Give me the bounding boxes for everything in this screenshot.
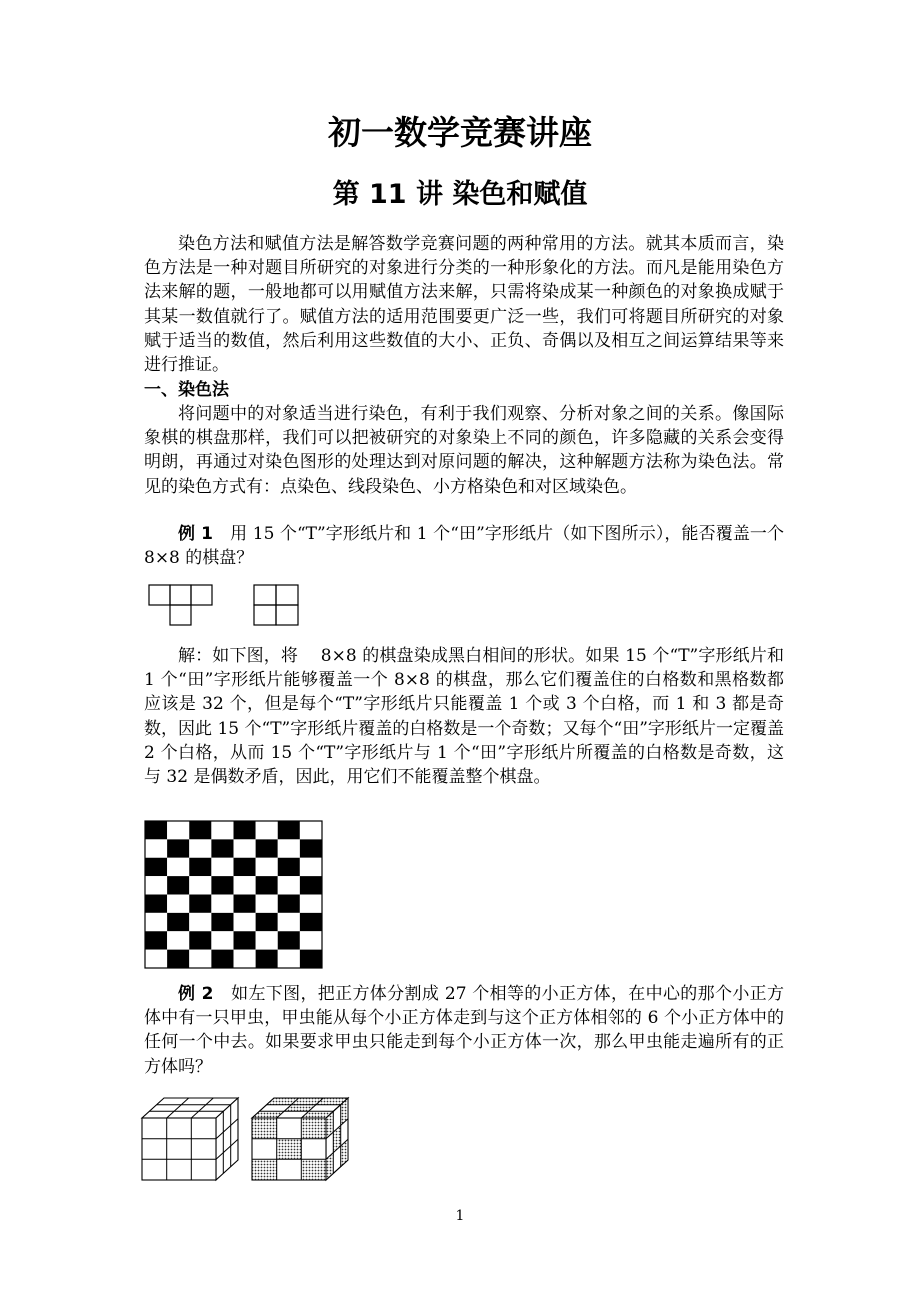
- board-cell: [145, 876, 167, 894]
- board-cell: [234, 950, 256, 968]
- example1-label: 例 1: [178, 524, 213, 544]
- board-cell: [300, 913, 322, 931]
- board-cell: [189, 821, 211, 839]
- board-cell: [256, 858, 278, 876]
- board-cell: [278, 839, 300, 857]
- colored-cube-figure: [248, 1094, 352, 1186]
- board-cell: [300, 839, 322, 857]
- board-cell: [300, 858, 322, 876]
- board-cell: [167, 876, 189, 894]
- board-cell: [234, 913, 256, 931]
- board-cell: [234, 876, 256, 894]
- board-cell: [145, 913, 167, 931]
- board-cell: [300, 821, 322, 839]
- board-cell: [256, 839, 278, 857]
- board-cell: [278, 913, 300, 931]
- board-cell: [211, 876, 233, 894]
- board-cell: [145, 821, 167, 839]
- tian-piece-figure: [253, 584, 299, 626]
- board-cell: [234, 931, 256, 949]
- example2-question: [144, 982, 784, 1079]
- board-cell: [167, 821, 189, 839]
- page-number: 1: [455, 1208, 465, 1224]
- board-cell: [189, 839, 211, 857]
- board-cell: [211, 950, 233, 968]
- page-title: 初一数学竞赛讲座: [328, 113, 592, 152]
- board-cell: [211, 821, 233, 839]
- board-cell: [278, 950, 300, 968]
- board-cell: [234, 839, 256, 857]
- board-cell: [278, 858, 300, 876]
- board-cell: [234, 821, 256, 839]
- cube-27-figure: [138, 1094, 242, 1186]
- board-cell: [256, 895, 278, 913]
- board-cell: [211, 913, 233, 931]
- example1-question: [144, 522, 784, 570]
- board-cell: [211, 931, 233, 949]
- board-cell: [189, 876, 211, 894]
- board-cell: [189, 950, 211, 968]
- board-cell: [278, 876, 300, 894]
- board-cell: [145, 839, 167, 857]
- board-cell: [167, 913, 189, 931]
- board-cell: [189, 858, 211, 876]
- board-cell: [145, 858, 167, 876]
- board-cell: [211, 895, 233, 913]
- intro-paragraph: 染色方法和赋值方法是解答数学竞赛问题的两种常用的方法。就其本质而言，染色方法是一种对题目所研究的对象进行分类的一种形象化的方法。而凡是能用染色方法来解的题，一般地都可以用赋值方法来解，只需将染成某一种颜色的对象换成赋于其某一数值就行了。赋值方法的适用范围要更广泛一些，我们可将题目所研究的对象赋于适当的数值，然后利用这些数值的大小、正负、奇偶以及相互之间运算结果等来进行推证。: [144, 234, 784, 376]
- board-cell: [278, 895, 300, 913]
- board-cell: [256, 931, 278, 949]
- board-cell: [211, 839, 233, 857]
- coloring-method-paragraph: 将问题中的对象适当进行染色，有利于我们观察、分析对象之间的关系。像国际象棋的棋盘那样，我们可以把被研究的对象染上不同的颜色，许多隐藏的关系会变得明朗，再通过对染色图形的处理达到对原问题的解决，这种解题方法称为染色法。常见的染色方式有：点染色、线段染色、小方格染色和对区域染色。: [144, 404, 784, 497]
- board-cell: [256, 913, 278, 931]
- board-cell: [278, 821, 300, 839]
- board-cell: [189, 913, 211, 931]
- board-cell: [211, 858, 233, 876]
- board-cell: [234, 895, 256, 913]
- example1-text: 用 15 个“T”字形纸片和 1 个“田”字形纸片（如下图所示），能否覆盖一个 8×8 的棋盘？: [144, 524, 785, 569]
- board-cell: [167, 895, 189, 913]
- board-cell: [189, 895, 211, 913]
- board-cell: [300, 931, 322, 949]
- board-cell: [300, 876, 322, 894]
- example1-solution: 解：如下图，将 8×8 的棋盘染成黑白相间的形状。如果 15 个“T”字形纸片和 1 个“田”字形纸片能够覆盖一个 8×8 的棋盘，那么它们覆盖住的白格数和黑格数都应该是 32 个，但是每个“T”字形纸片只能覆盖 1 个或 3 个白格，而 1 和 3 都是奇数，因此 15 个“T”字形纸片覆盖的白格数是一个奇数；又每个“田”字形纸片一定覆盖 2 个白格，从而 15 个“T”字形纸片与 1 个“田”字形纸片所覆盖的白格数是奇数，这与 32 是偶数矛盾，因此，用它们不能覆盖整个棋盘。: [144, 646, 784, 788]
- board-cell: [167, 839, 189, 857]
- example2-text: 如左下图，把正方体分割成 27 个相等的小正方体，在中心的那个小正方体中有一只甲虫，甲虫能从每个小正方体走到与这个正方体相邻的 6 个小正方体中的任何一个中去。如果要求甲虫只能走到每个小正方体一次，那么甲虫能走遍所有的正方体吗？: [144, 984, 784, 1077]
- board-cell: [189, 931, 211, 949]
- board-cell: [300, 895, 322, 913]
- board-cell: [256, 821, 278, 839]
- board-cell: [145, 895, 167, 913]
- board-cell: [145, 950, 167, 968]
- board-cell: [167, 950, 189, 968]
- section-heading-coloring: 一、染色法: [144, 380, 229, 400]
- lecture-subtitle: 第 11 讲 染色和赋值: [332, 179, 588, 210]
- board-cell: [256, 876, 278, 894]
- board-cell: [234, 858, 256, 876]
- board-cell: [300, 950, 322, 968]
- board-cell: [167, 931, 189, 949]
- example2-label: 例 2: [178, 984, 214, 1004]
- board-cell: [278, 931, 300, 949]
- board-cell: [256, 950, 278, 968]
- board-cell: [167, 858, 189, 876]
- checkerboard-figure: [144, 820, 323, 969]
- board-cell: [145, 931, 167, 949]
- t-piece-figure: [148, 584, 216, 626]
